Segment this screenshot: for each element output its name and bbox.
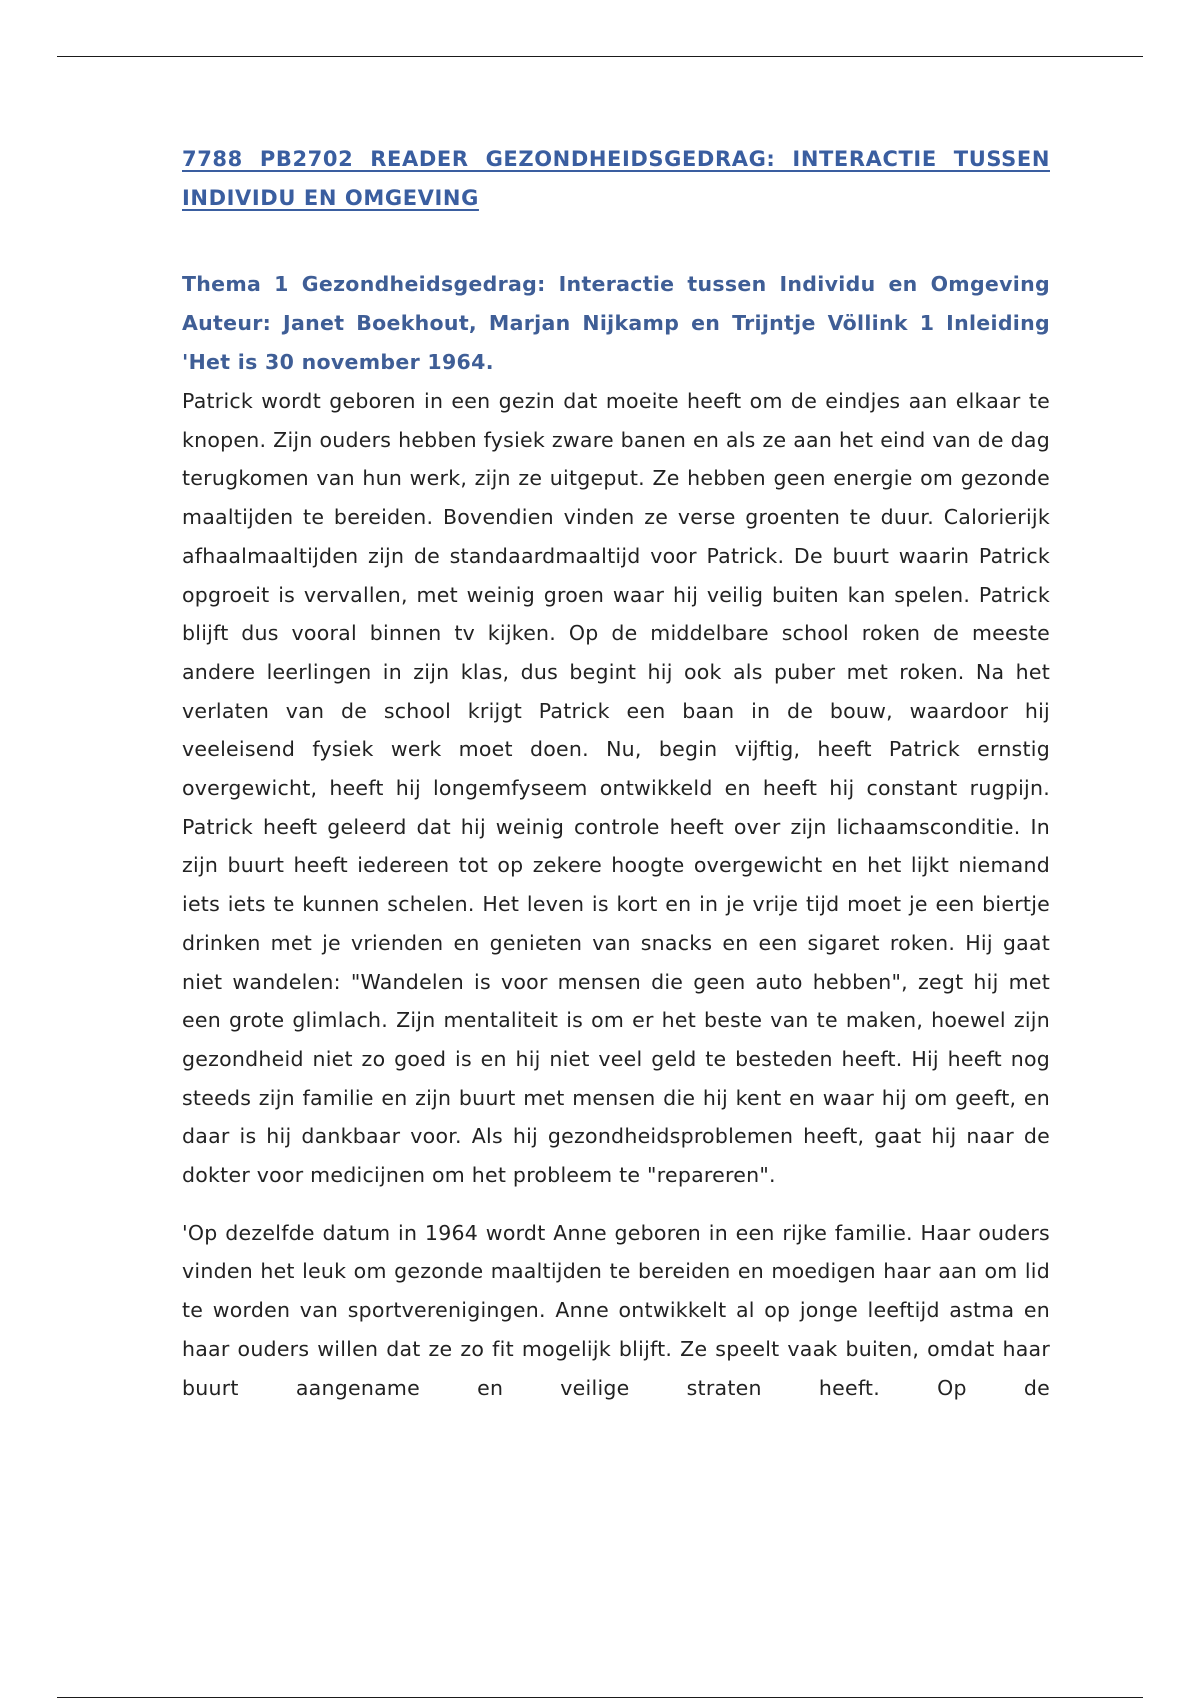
paragraph-patrick: Patrick wordt geboren in een gezin dat moeite heeft om de eindjes aan elkaar te knopen. Zijn ouders hebben fysiek zware banen en als ze aan het eind van de dag terugkomen van hun werk, zijn ze uitgeput. Ze hebben geen energie om gezonde maaltijden te bereiden. Bovendien vinden ze verse groenten te duur. Calorierijk afhaalmaaltijden zijn de standaardmaaltijd voor Patrick. De buurt waarin Patrick opgroeit is vervallen, met weinig groen waar hij veilig buiten kan spelen. Patrick blijft dus vooral binnen tv kijken. Op de middelbare school roken de meeste andere leerlingen in zijn klas, dus begint hij ook als puber met roken. Na het verlaten van de school krijgt Patrick een baan in de bouw, waardoor hij veeleisend fysiek werk moet doen. Nu, begin vijftig, heeft Patrick ernstig overgewicht, heeft hij longemfyseem ontwikkeld en heeft hij constant rugpijn. Patrick heeft geleerd dat hij weinig controle heeft over zijn lichaamsconditie. In zijn buurt heeft iedereen tot op zekere hoogte overgewicht en het lijkt niemand iets iets te kunnen schelen. Het leven is kort en in je vrije tijd moet je een biertje drinken met je vrienden en genieten van snacks en een sigaret roken. Hij gaat niet wandelen: "Wandelen is voor mensen die geen auto hebben", zegt hij met een grote glimlach. Zijn mentaliteit is om er het beste van te maken, hoewel zijn gezondheid niet zo goed is en hij niet veel geld te besteden heeft. Hij heeft nog steeds zijn familie en zijn buurt met mensen die hij kent en waar hij om geeft, en daar is hij dankbaar voor. Als hij gezondheidsproblemen heeft, gaat hij naar de dokter voor medicijnen om het probleem te "repareren". [182, 389, 1050, 1188]
footer-rule [57, 1697, 1143, 1698]
paragraph-anne: 'Op dezelfde datum in 1964 wordt Anne geboren in een rijke familie. Haar ouders vinden het leuk om gezonde maaltijden te bereiden en moedigen haar aan om lid te worden van sportverenigingen. Anne ontwikkelt al op jonge leeftijd astma en haar ouders willen dat ze zo fit mogelijk blijft. Ze speelt vaak buiten, omdat haar buurt aangename en veilige straten heeft. Op de [182, 1220, 1050, 1400]
document-title: 7788 PB2702 READER GEZONDHEIDSGEDRAG: INTERACTIE TUSSEN INDIVIDU EN OMGEVING [182, 147, 1050, 210]
section-heading: Thema 1 Gezondheidsgedrag: Interactie tussen Individu en Omgeving Auteur: Janet Boekhout, Marjan Nijkamp en Trijntje Völlink 1 Inleiding 'Het is 30 november 1964. [182, 272, 1050, 374]
header-rule [57, 56, 1143, 57]
document-body [182, 140, 1050, 1407]
